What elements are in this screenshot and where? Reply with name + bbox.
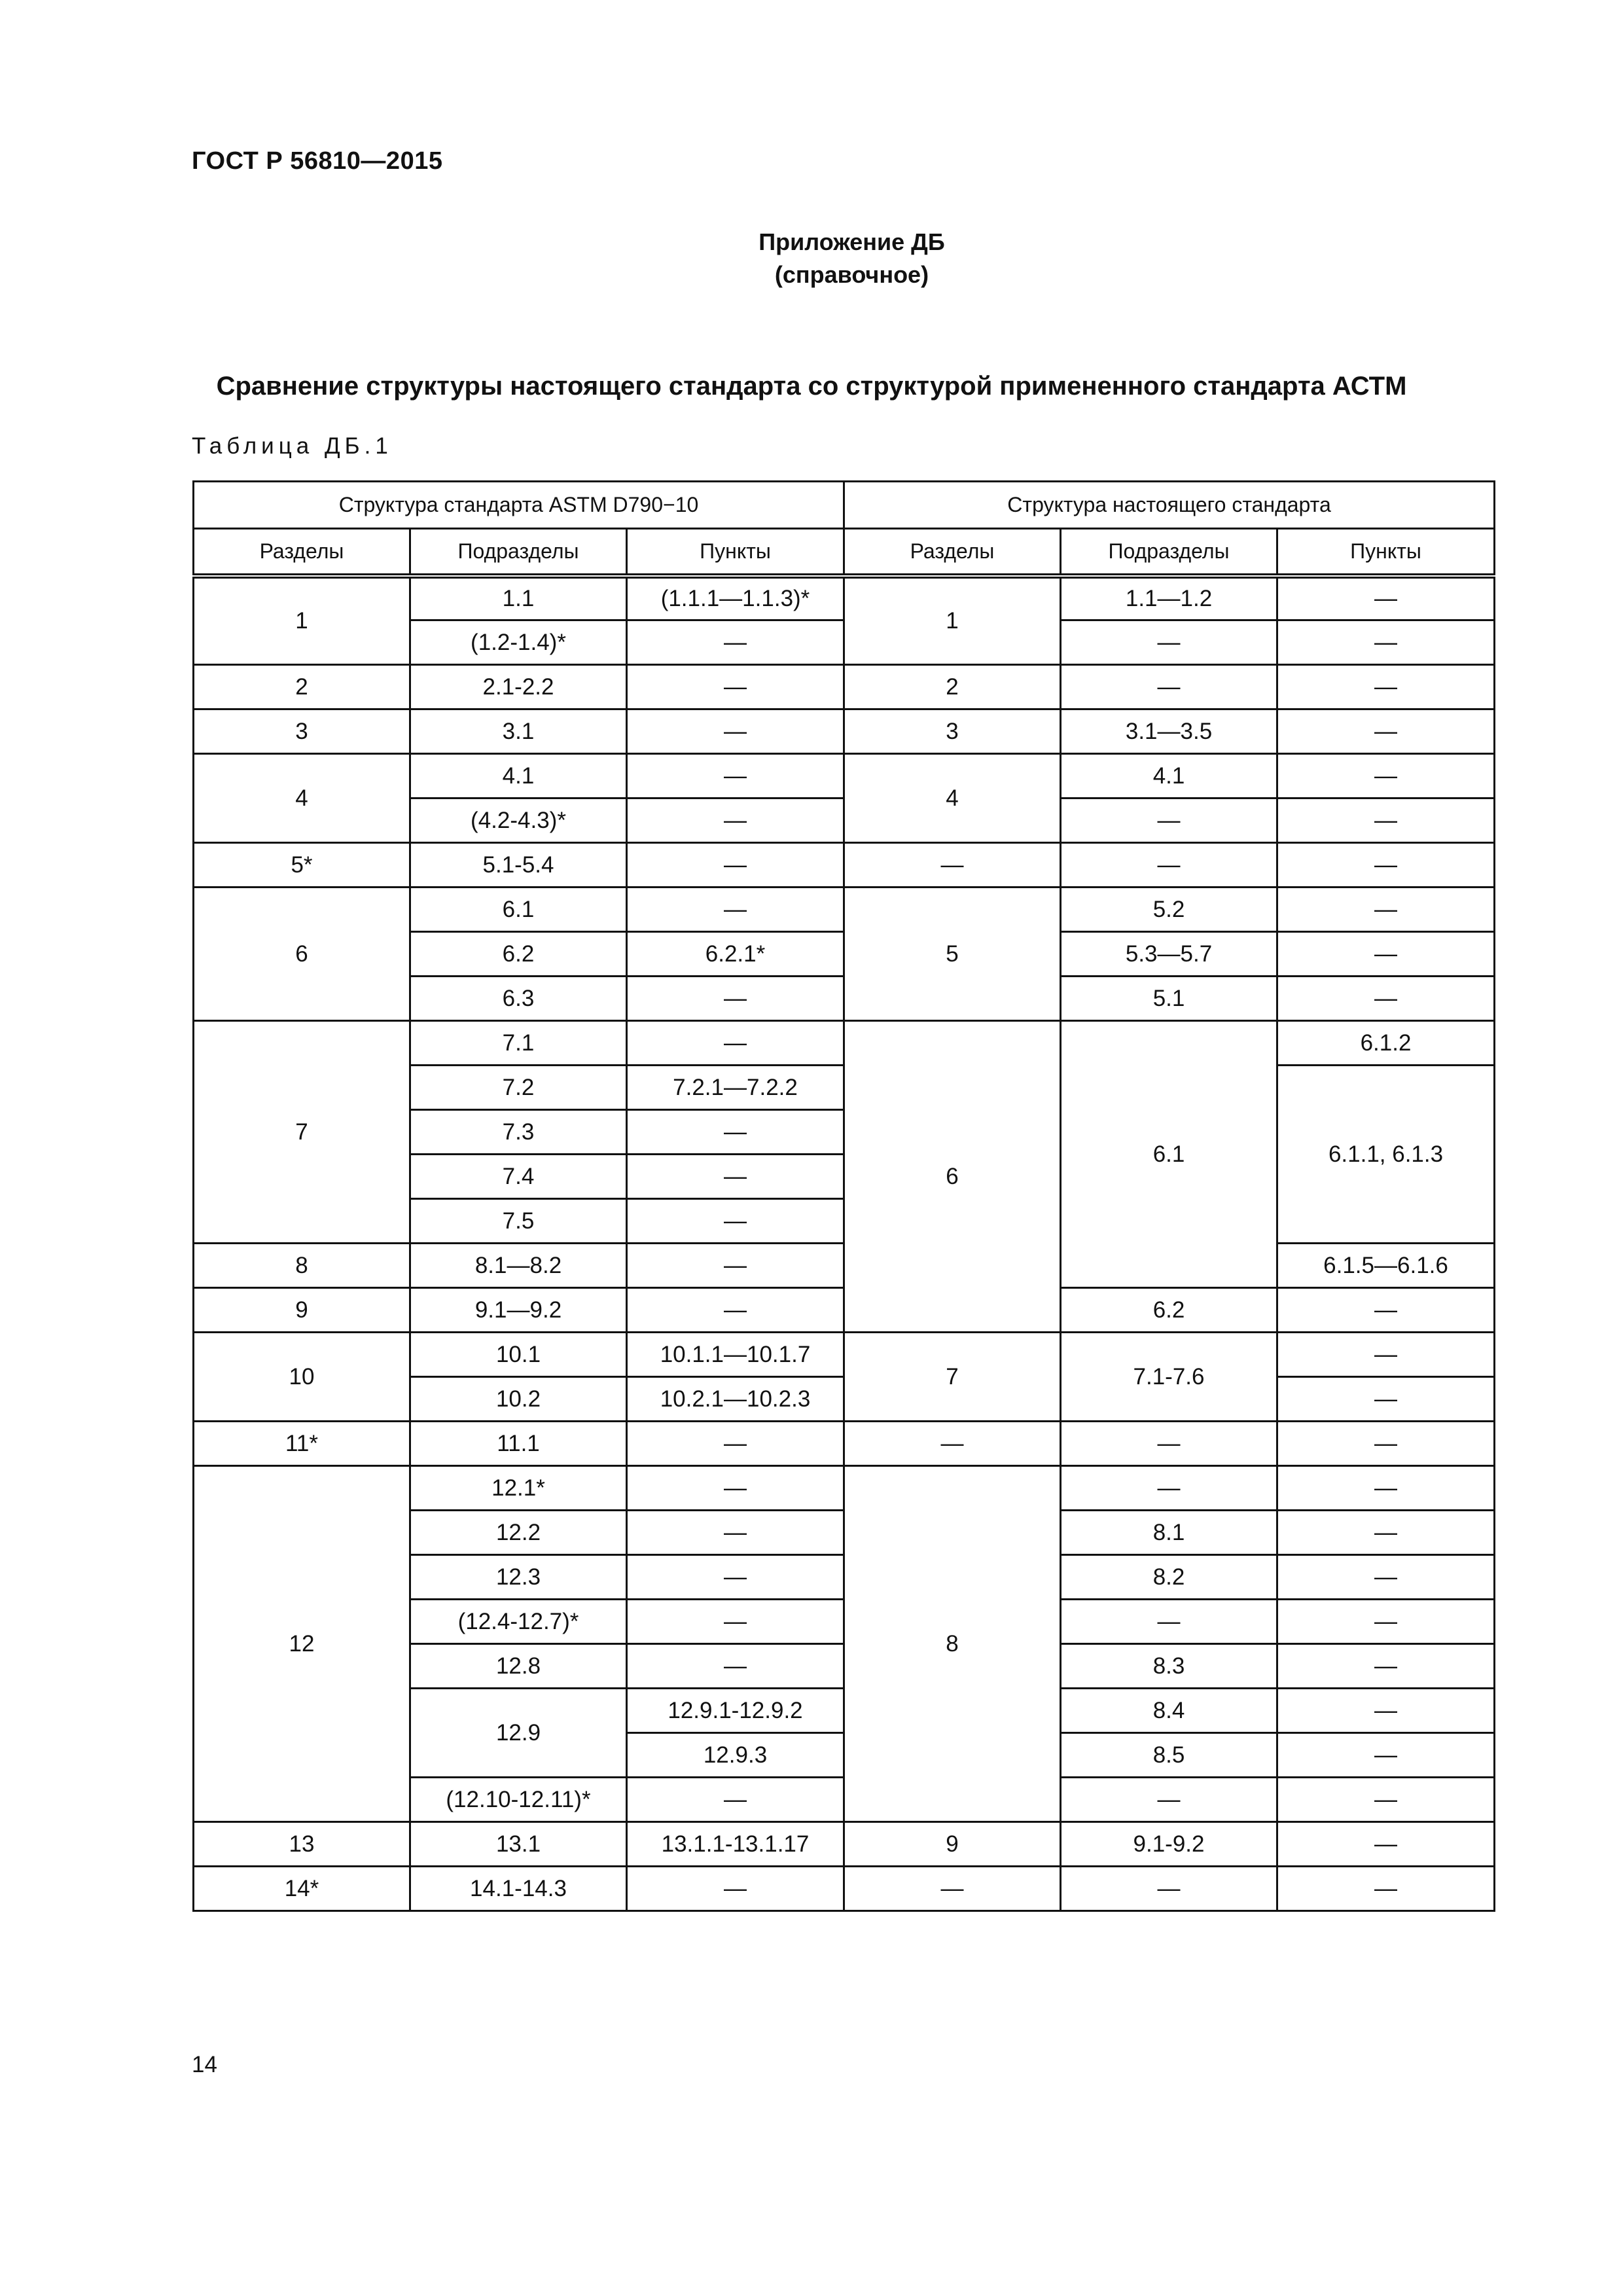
current-section-cell: 1 <box>844 576 1061 665</box>
astm-section-cell: 10 <box>194 1333 410 1422</box>
astm-clause-cell: 12.9.3 <box>627 1733 844 1778</box>
astm-section-cell: 4 <box>194 754 410 843</box>
table-row <box>194 1021 1495 1066</box>
current-section-cell: 4 <box>844 754 1061 843</box>
current-clause-cell: — <box>1277 1511 1495 1555</box>
astm-clause-cell: — <box>627 843 844 888</box>
current-clause-cell: — <box>1277 1867 1495 1911</box>
current-subsection-cell: 6.1 <box>1061 1021 1277 1288</box>
astm-subsection-cell: 7.4 <box>410 1155 627 1199</box>
current-clause-cell: — <box>1277 754 1495 798</box>
current-clause-cell: — <box>1277 1778 1495 1822</box>
current-clause-cell: 6.1.5—6.1.6 <box>1277 1244 1495 1288</box>
table-row <box>194 1288 1495 1333</box>
current-subsection-cell: 5.3—5.7 <box>1061 932 1277 977</box>
current-subsection-cell: 8.5 <box>1061 1733 1277 1778</box>
astm-subsection-cell: 10.2 <box>410 1377 627 1422</box>
astm-subsection-cell: 7.3 <box>410 1110 627 1155</box>
current-section-cell: 8 <box>844 1466 1061 1822</box>
astm-subsection-cell: (12.4-12.7)* <box>410 1600 627 1644</box>
current-subsection-cell: — <box>1061 1466 1277 1511</box>
current-subsection-cell: 4.1 <box>1061 754 1277 798</box>
astm-subsection-cell: (1.2-1.4)* <box>410 620 627 665</box>
astm-subsection-cell: (12.10-12.11)* <box>410 1778 627 1822</box>
current-clause-cell: — <box>1277 620 1495 665</box>
table-row <box>194 1466 1495 1511</box>
table-row <box>194 843 1495 888</box>
astm-subsection-cell: 2.1-2.2 <box>410 665 627 709</box>
astm-clause-cell: — <box>627 1244 844 1288</box>
current-clause-cell: — <box>1277 1733 1495 1778</box>
astm-subsection-cell: 6.1 <box>410 888 627 932</box>
current-section-cell: 3 <box>844 709 1061 754</box>
astm-clause-cell: — <box>627 798 844 843</box>
table-row <box>194 576 1495 620</box>
current-section-cell: 5 <box>844 888 1061 1021</box>
table-row <box>194 1867 1495 1911</box>
current-subsection-cell: — <box>1061 843 1277 888</box>
current-clause-cell: — <box>1277 1377 1495 1422</box>
header-astm-structure: Структура стандарта ASTM D790−10 <box>194 482 844 529</box>
current-section-cell: — <box>844 843 1061 888</box>
astm-clause-cell: — <box>627 754 844 798</box>
astm-clause-cell: — <box>627 1600 844 1644</box>
current-subsection-cell: 1.1—1.2 <box>1061 576 1277 620</box>
header-current-subsections: Подразделы <box>1061 529 1277 576</box>
current-subsection-cell: — <box>1061 1600 1277 1644</box>
current-subsection-cell: 7.1-7.6 <box>1061 1333 1277 1422</box>
current-subsection-cell: 3.1—3.5 <box>1061 709 1277 754</box>
current-clause-cell: — <box>1277 1644 1495 1689</box>
astm-section-cell: 6 <box>194 888 410 1021</box>
astm-section-cell: 5* <box>194 843 410 888</box>
header-current-clauses: Пункты <box>1277 529 1495 576</box>
appendix-heading <box>0 226 1623 291</box>
astm-clause-cell: — <box>627 620 844 665</box>
astm-clause-cell: 6.2.1* <box>627 932 844 977</box>
current-subsection-cell: 8.4 <box>1061 1689 1277 1733</box>
astm-clause-cell: — <box>627 709 844 754</box>
current-clause-cell: — <box>1277 1822 1495 1867</box>
astm-section-cell: 14* <box>194 1867 410 1911</box>
current-subsection-cell: — <box>1061 1422 1277 1466</box>
astm-section-cell: 11* <box>194 1422 410 1466</box>
current-clause-cell: — <box>1277 665 1495 709</box>
current-clause-cell: — <box>1277 843 1495 888</box>
astm-clause-cell: 7.2.1—7.2.2 <box>627 1066 844 1110</box>
current-subsection-cell: — <box>1061 1867 1277 1911</box>
current-subsection-cell: — <box>1061 665 1277 709</box>
header-astm-clauses: Пункты <box>627 529 844 576</box>
current-clause-cell: — <box>1277 977 1495 1021</box>
astm-clause-cell: 10.1.1—10.1.7 <box>627 1333 844 1377</box>
astm-subsection-cell: 8.1—8.2 <box>410 1244 627 1288</box>
astm-clause-cell: — <box>627 1511 844 1555</box>
astm-subsection-cell: 12.8 <box>410 1644 627 1689</box>
document-code: ГОСТ Р 56810—2015 <box>192 147 443 175</box>
current-clause-cell: 6.1.2 <box>1277 1021 1495 1066</box>
astm-subsection-cell: 5.1-5.4 <box>410 843 627 888</box>
current-section-cell: 7 <box>844 1333 1061 1422</box>
current-clause-cell: — <box>1277 1689 1495 1733</box>
table-row <box>194 754 1495 798</box>
header-astm-subsections: Подразделы <box>410 529 627 576</box>
current-section-cell: — <box>844 1867 1061 1911</box>
current-clause-cell: — <box>1277 576 1495 620</box>
astm-clause-cell: (1.1.1—1.1.3)* <box>627 576 844 620</box>
astm-section-cell: 12 <box>194 1466 410 1822</box>
table-row <box>194 1822 1495 1867</box>
page-number: 14 <box>192 2052 217 2077</box>
comparison-table <box>192 480 1495 1912</box>
appendix-subtitle: (справочное) <box>774 261 929 288</box>
astm-clause-cell: 10.2.1—10.2.3 <box>627 1377 844 1422</box>
astm-clause-cell: — <box>627 1555 844 1600</box>
current-subsection-cell: — <box>1061 1778 1277 1822</box>
astm-subsection-cell: 7.1 <box>410 1021 627 1066</box>
header-astm-sections: Разделы <box>194 529 410 576</box>
astm-clause-cell: — <box>627 1867 844 1911</box>
current-subsection-cell: 9.1-9.2 <box>1061 1822 1277 1867</box>
table-row <box>194 1422 1495 1466</box>
astm-section-cell: 7 <box>194 1021 410 1244</box>
current-clause-cell: 6.1.1, 6.1.3 <box>1277 1066 1495 1244</box>
current-subsection-cell: — <box>1061 620 1277 665</box>
astm-subsection-cell: 7.2 <box>410 1066 627 1110</box>
current-section-cell: 6 <box>844 1021 1061 1333</box>
current-clause-cell: — <box>1277 709 1495 754</box>
table-row <box>194 1244 1495 1288</box>
current-section-cell: 9 <box>844 1822 1061 1867</box>
current-subsection-cell: 5.1 <box>1061 977 1277 1021</box>
current-section-cell: 2 <box>844 665 1061 709</box>
current-clause-cell: — <box>1277 1422 1495 1466</box>
astm-subsection-cell: 9.1—9.2 <box>410 1288 627 1333</box>
astm-subsection-cell: 12.2 <box>410 1511 627 1555</box>
table-row <box>194 665 1495 709</box>
astm-clause-cell: — <box>627 977 844 1021</box>
current-subsection-cell: 6.2 <box>1061 1288 1277 1333</box>
comparison-title: Сравнение структуры настоящего стандарта со структурой примененного стандарта АСТМ <box>216 372 1407 401</box>
appendix-title: Приложение ДБ <box>758 228 945 255</box>
current-clause-cell: — <box>1277 798 1495 843</box>
astm-subsection-cell: 13.1 <box>410 1822 627 1867</box>
astm-section-cell: 8 <box>194 1244 410 1288</box>
astm-clause-cell: — <box>627 1422 844 1466</box>
astm-clause-cell: — <box>627 1155 844 1199</box>
current-clause-cell: — <box>1277 1333 1495 1377</box>
astm-clause-cell: 13.1.1-13.1.17 <box>627 1822 844 1867</box>
astm-clause-cell: — <box>627 1021 844 1066</box>
astm-subsection-cell: 10.1 <box>410 1333 627 1377</box>
current-subsection-cell: 8.3 <box>1061 1644 1277 1689</box>
current-clause-cell: — <box>1277 1600 1495 1644</box>
astm-clause-cell: — <box>627 1466 844 1511</box>
table-label: Таблица ДБ.1 <box>192 433 393 459</box>
astm-subsection-cell: (4.2-4.3)* <box>410 798 627 843</box>
astm-clause-cell: — <box>627 1110 844 1155</box>
astm-subsection-cell: 12.9 <box>410 1689 627 1778</box>
astm-subsection-cell: 4.1 <box>410 754 627 798</box>
current-clause-cell: — <box>1277 932 1495 977</box>
current-subsection-cell: 8.2 <box>1061 1555 1277 1600</box>
astm-clause-cell: — <box>627 1288 844 1333</box>
astm-clause-cell: 12.9.1-12.9.2 <box>627 1689 844 1733</box>
astm-section-cell: 13 <box>194 1822 410 1867</box>
current-section-cell: — <box>844 1422 1061 1466</box>
table-row <box>194 709 1495 754</box>
astm-clause-cell: — <box>627 1778 844 1822</box>
astm-section-cell: 3 <box>194 709 410 754</box>
astm-subsection-cell: 12.1* <box>410 1466 627 1511</box>
astm-subsection-cell: 6.3 <box>410 977 627 1021</box>
astm-subsection-cell: 6.2 <box>410 932 627 977</box>
astm-subsection-cell: 3.1 <box>410 709 627 754</box>
astm-subsection-cell: 11.1 <box>410 1422 627 1466</box>
current-subsection-cell: 8.1 <box>1061 1511 1277 1555</box>
current-clause-cell: — <box>1277 888 1495 932</box>
astm-section-cell: 2 <box>194 665 410 709</box>
astm-section-cell: 9 <box>194 1288 410 1333</box>
header-current-structure: Структура настоящего стандарта <box>844 482 1495 529</box>
astm-section-cell: 1 <box>194 576 410 665</box>
table-row <box>194 1333 1495 1377</box>
current-subsection-cell: — <box>1061 798 1277 843</box>
astm-clause-cell: — <box>627 1199 844 1244</box>
astm-subsection-cell: 7.5 <box>410 1199 627 1244</box>
header-current-sections: Разделы <box>844 529 1061 576</box>
current-clause-cell: — <box>1277 1466 1495 1511</box>
current-subsection-cell: 5.2 <box>1061 888 1277 932</box>
astm-clause-cell: — <box>627 665 844 709</box>
current-clause-cell: — <box>1277 1555 1495 1600</box>
astm-clause-cell: — <box>627 888 844 932</box>
astm-subsection-cell: 14.1-14.3 <box>410 1867 627 1911</box>
astm-subsection-cell: 12.3 <box>410 1555 627 1600</box>
current-clause-cell: — <box>1277 1288 1495 1333</box>
astm-clause-cell: — <box>627 1644 844 1689</box>
astm-subsection-cell: 1.1 <box>410 576 627 620</box>
table-row <box>194 888 1495 932</box>
